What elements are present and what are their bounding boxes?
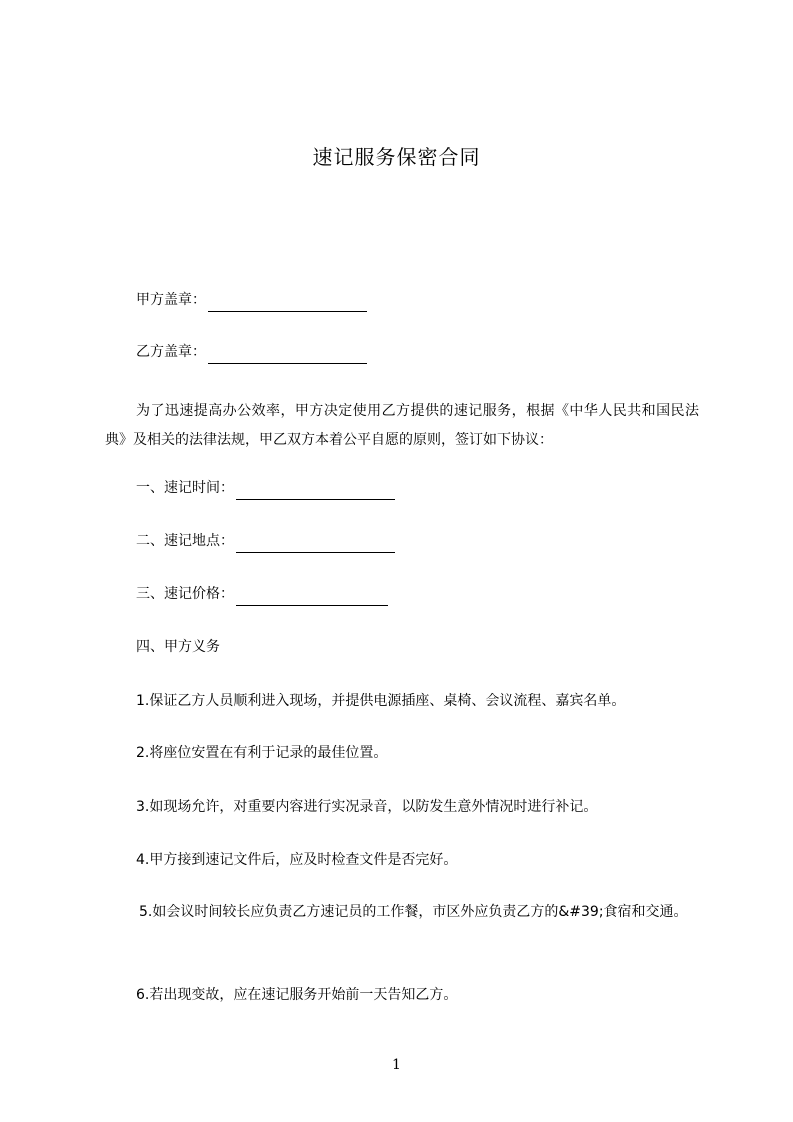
- party-b-seal-label: 乙方盖章：: [136, 344, 206, 360]
- intro-paragraph: 为了迅速提高办公效率，甲方决定使用乙方提供的速记服务，根据《中华人民共和国民法典》及相关的法律法规，甲乙双方本着公平自愿的原则，签订如下协议：: [105, 403, 699, 448]
- party-b-seal-field: [136, 340, 367, 364]
- obligation-item: 5.如会议时间较长应负责乙方速记员的工作餐，市区外应负责乙方的&#39;食宿和交通。: [139, 904, 688, 920]
- clause-1-field: [136, 476, 395, 500]
- clause-3-field: [136, 582, 388, 606]
- clause-3-label: 三、速记价格：: [136, 586, 234, 602]
- clause-2-label: 二、速记地点：: [136, 533, 234, 549]
- obligation-item: 1.保证乙方人员顺利进入现场，并提供电源插座、桌椅、会议流程、嘉宾名单。: [136, 693, 626, 709]
- clause-2-field: [136, 529, 395, 553]
- clause-2-blank[interactable]: [236, 535, 395, 553]
- obligation-item: 2.将座位安置在有利于记录的最佳位置。: [136, 745, 388, 761]
- page-number: 1: [392, 1057, 401, 1073]
- clause-1-label: 一、速记时间：: [136, 480, 234, 496]
- document-title: 速记服务保密合同: [312, 145, 481, 169]
- party-a-seal-blank[interactable]: [208, 294, 367, 312]
- clause-4-heading: 四、甲方义务: [136, 639, 220, 655]
- clause-1-blank[interactable]: [236, 482, 395, 500]
- obligation-item: 6.若出现变故，应在速记服务开始前一天告知乙方。: [136, 987, 458, 1003]
- obligation-item: 3.如现场允许，对重要内容进行实况录音，以防发生意外情况时进行补记。: [136, 799, 598, 815]
- clause-3-blank[interactable]: [236, 588, 388, 606]
- party-b-seal-blank[interactable]: [208, 346, 367, 364]
- party-a-seal-field: [136, 288, 367, 312]
- party-a-seal-label: 甲方盖章：: [136, 292, 206, 308]
- obligation-item: 4.甲方接到速记文件后，应及时检查文件是否完好。: [136, 852, 458, 868]
